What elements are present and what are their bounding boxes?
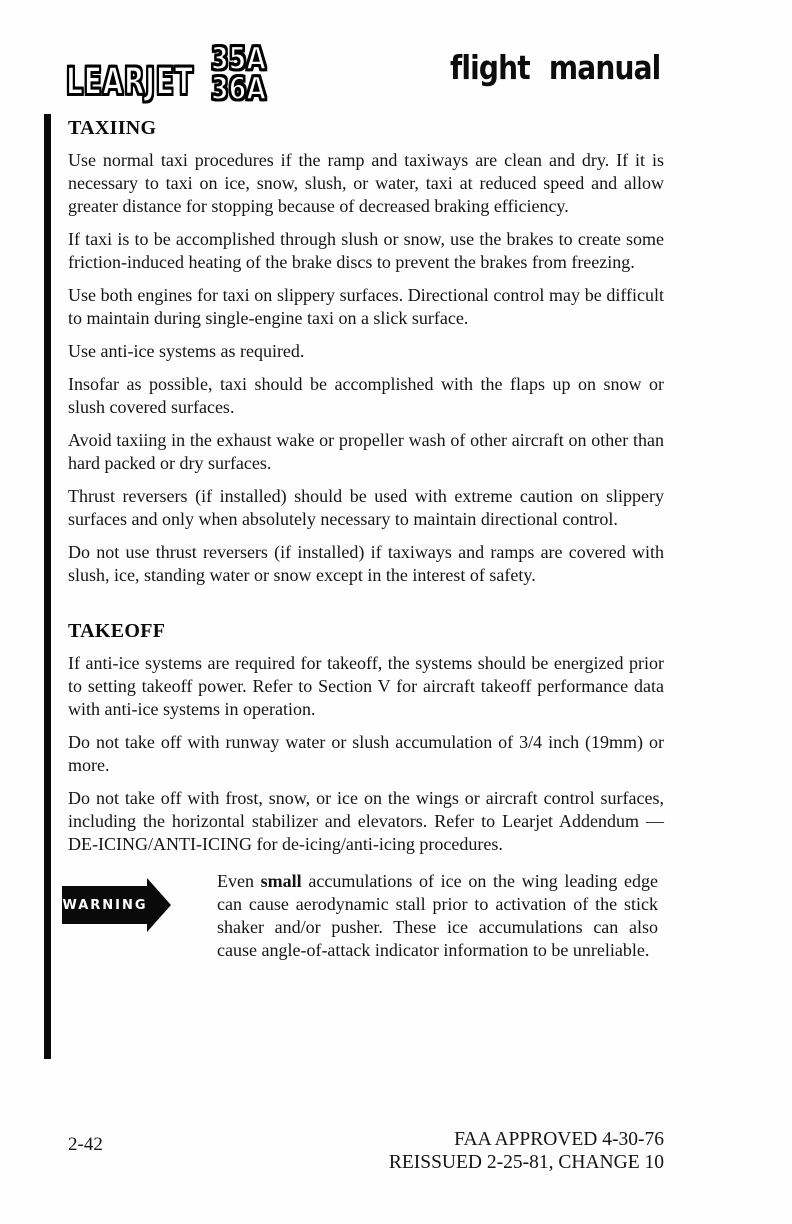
paragraph: Do not take off with frost, snow, or ice on the wings or aircraft control surfaces, including the horizontal stabilizer and elevators. Refer to Learjet Addendum — DE-ICING/ANTI-ICING for de-icing/anti-icing procedures.	[68, 788, 664, 854]
paragraph: If anti-ice systems are required for takeoff, the systems should be energized prior to setting takeoff power. Refer to Section V for aircraft takeoff performance data with anti-ice systems in operation.	[68, 653, 664, 719]
paragraph: Avoid taxiing in the exhaust wake or propeller wash of other aircraft on other than hard packed or dry surfaces.	[68, 430, 664, 473]
logo-model-35a: 35A	[211, 41, 267, 77]
faa-approved-line: FAA APPROVED 4-30-76	[454, 1129, 664, 1150]
paragraph: Use both engines for taxi on slippery surfaces. Directional control may be difficult to maintain during single-engine taxi on a slick surface.	[68, 285, 664, 328]
logo-model-36a: 36A	[211, 71, 267, 107]
warning-text-segment: accumulations of ice on the wing leading edge can cause aerodynamic stall prior to activation of the stick shaker and/or pusher. These ice accumulations can also cause angle-of-attack indicator information to be unreliable.	[217, 871, 659, 960]
flight-manual-title: flight manual	[450, 48, 661, 87]
paragraph: Insofar as possible, taxi should be accomplished with the flaps up on snow or slush covered surfaces.	[68, 374, 664, 417]
revision-change-bar	[44, 114, 51, 1059]
warning-text-segment: Even	[217, 871, 261, 891]
paragraph: Do not use thrust reversers (if installed) if taxiways and ramps are covered with slush, ice, standing water or snow except in the interest of safety.	[68, 542, 664, 585]
warning-label	[62, 870, 217, 932]
section-heading-taxiing: TAXIING	[68, 117, 157, 139]
paragraph: If taxi is to be accomplished through slush or snow, use the brakes to create some friction-induced heating of the brake discs to prevent the brakes from freezing.	[68, 229, 664, 272]
learjet-logo	[66, 41, 278, 107]
logo-model-numbers	[211, 41, 278, 107]
paragraph: Use anti-ice systems as required.	[68, 341, 305, 361]
page-content	[62, 116, 664, 962]
paragraph: Do not take off with runway water or slush accumulation of 3/4 inch (19mm) or more.	[68, 732, 664, 775]
warning-text	[217, 870, 658, 962]
warning-text-bold: small	[260, 871, 302, 891]
warning-arrow-icon	[147, 878, 171, 932]
warning-block	[62, 870, 664, 962]
page-number: 2-42	[68, 1134, 103, 1155]
section-heading-takeoff: TAKEOFF	[68, 620, 166, 642]
paragraph: Thrust reversers (if installed) should be used with extreme caution on slippery surfaces and only when absolutely necessary to maintain directional control.	[68, 486, 664, 529]
approval-block	[300, 1128, 664, 1174]
logo-wordmark: LEARJET	[66, 59, 194, 103]
paragraph: Use normal taxi procedures if the ramp and taxiways are clean and dry. If it is necessary to taxi on ice, snow, slush, or water, taxi at reduced speed and allow greater distance for stopping because of decreased braking efficiency.	[68, 150, 664, 216]
reissued-line: REISSUED 2-25-81, CHANGE 10	[388, 1152, 664, 1173]
warning-badge: WARNING	[62, 886, 148, 924]
